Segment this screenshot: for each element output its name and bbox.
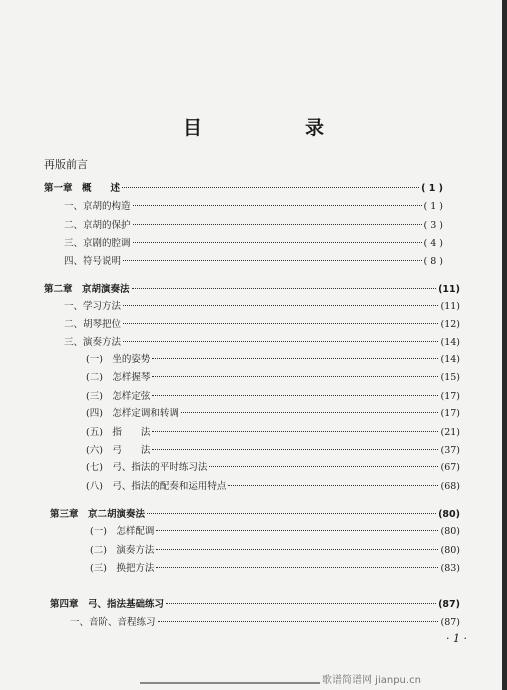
toc-entry: (一) 怎样配调 (80) <box>90 526 460 537</box>
page-edge-shadow <box>502 0 507 690</box>
toc-entry: 三、演奏方法 (14) <box>64 337 460 348</box>
toc-entry: (二) 演奏方法 (80) <box>90 545 460 556</box>
preface-heading: 再版前言 <box>44 158 88 171</box>
toc-entry: (七) 弓、指法的平时练习法 (67) <box>86 462 460 473</box>
toc-entry: (八) 弓、指法的配奏和运用特点 (68) <box>86 481 460 492</box>
toc-entry: (六) 弓 法 (37) <box>86 445 460 456</box>
toc-entry: (五) 指 法 (21) <box>86 427 460 438</box>
toc-entry: 二、胡琴把位 (12) <box>64 319 460 330</box>
toc-entry: 第一章 概 述 ( 1 ) <box>44 183 443 194</box>
toc-entry: (四) 怎样定调和转调 (17) <box>86 408 460 419</box>
toc-entry: 第四章 弓、指法基础练习 (87) <box>50 599 460 610</box>
toc-entry: 四、符号说明 ( 8 ) <box>64 256 443 267</box>
toc-entry: 一、京胡的构造 ( 1 ) <box>64 201 443 212</box>
page-title: 目 录 <box>182 117 366 139</box>
toc-entry: (二) 怎样握琴 (15) <box>86 372 460 383</box>
toc-entry: 三、京剧的腔调 ( 4 ) <box>64 238 443 249</box>
toc-entry: 二、京胡的保护 ( 3 ) <box>64 220 443 231</box>
watermark: 歌谱简谱网 jianpu.cn <box>322 675 421 686</box>
page-number: · 1 · <box>446 632 467 645</box>
toc-entry: 第三章 京二胡演奏法 (80) <box>50 509 460 520</box>
toc-entry: 一、音阶、音程练习 (87) <box>70 617 460 628</box>
toc-entry: 一、学习方法 (11) <box>64 301 460 312</box>
toc-entry: (三) 怎样定弦 (17) <box>86 391 460 402</box>
toc-entry: 第二章 京胡演奏法 (11) <box>44 284 460 295</box>
toc-entry: (一) 坐的姿势 (14) <box>86 354 460 365</box>
bottom-rule <box>140 682 320 684</box>
toc-entry: (三) 换把方法 (83) <box>90 563 460 574</box>
